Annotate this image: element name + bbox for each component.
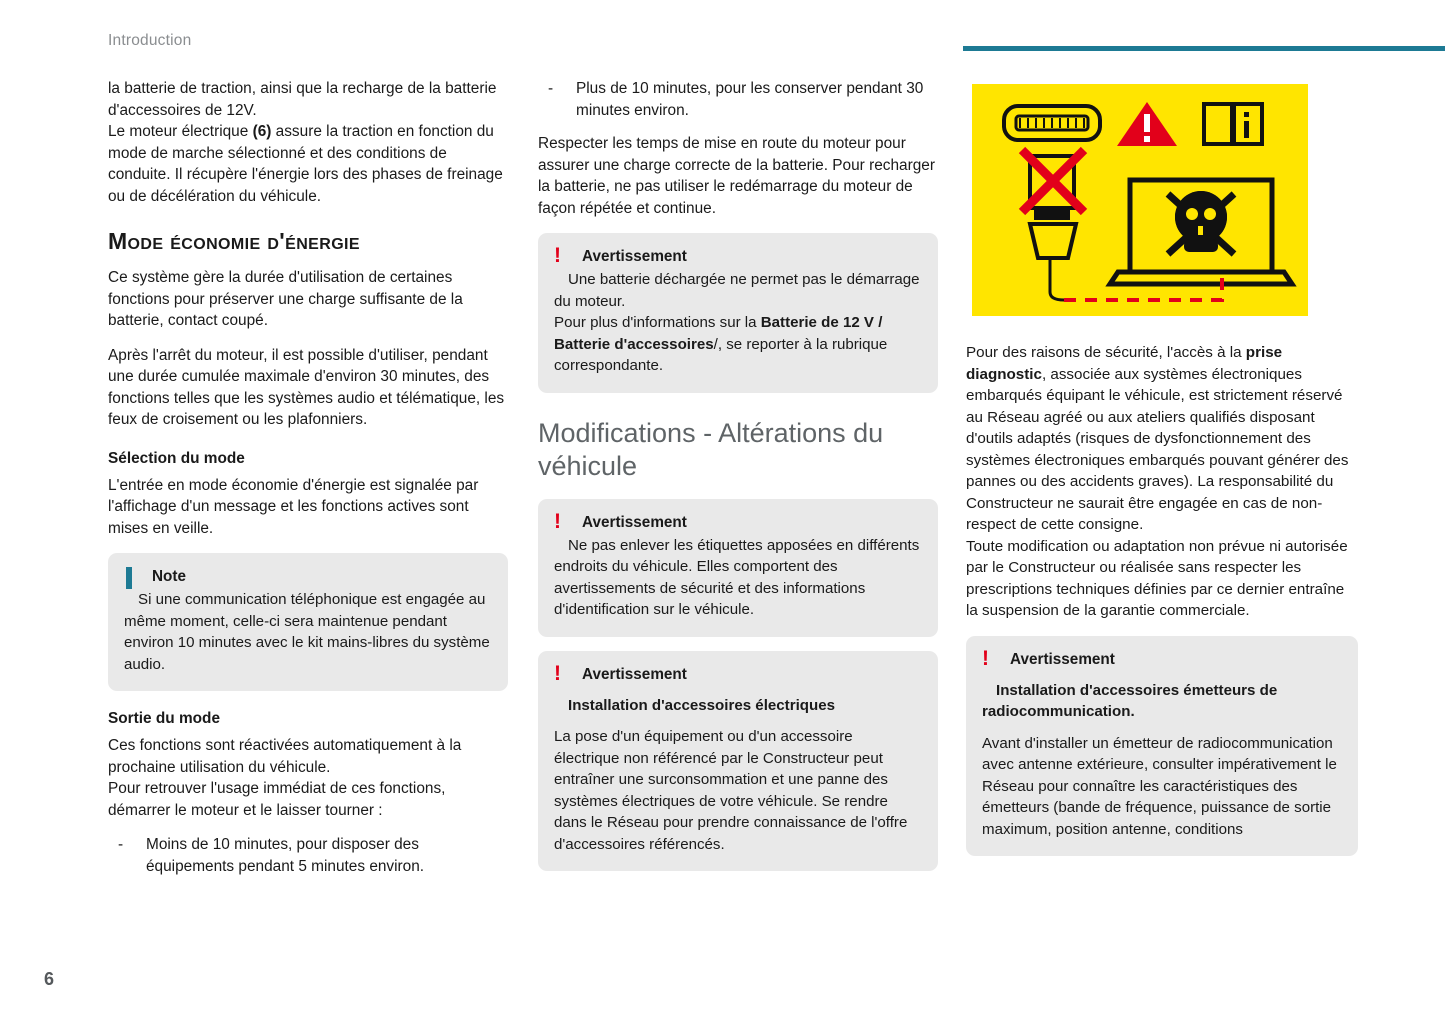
warning-box-subtitle: Installation d'accessoires électriques <box>568 696 836 714</box>
warning-box-body-c: /, se reporter à la rubrique correspondante. <box>554 335 888 374</box>
paragraph-functions-reactivated: Ces fonctions sont réactivées automatiquement à la prochaine utilisation du véhicule. <box>108 737 462 776</box>
list-item-text: Moins de 10 minutes, pour disposer des équipements pendant 5 minutes environ. <box>146 836 425 875</box>
header-section-title: Introduction <box>108 32 192 49</box>
paragraph-diagnostic-bold: prise diagnostic <box>966 344 1283 383</box>
diagnostic-socket-warning-illustration <box>966 78 1358 328</box>
warning-box-title: Avertissement <box>582 665 687 683</box>
paragraph-immediate-use: Pour retrouver l'usage immédiat de ces fonctions, démarrer le moteur et le laisser tourner : <box>108 780 446 819</box>
paragraph-electric-motor <box>108 121 508 207</box>
column-middle <box>538 78 938 885</box>
list-dash: - <box>118 836 124 853</box>
diagnostic-socket-text <box>966 342 1358 622</box>
paragraph-energy-system: Ce système gère la durée d'utilisation de certaines fonctions pour préserver une charge suffisante de la batterie, contact coupé. <box>108 269 463 329</box>
warning-box-body: La pose d'un équipement ou d'un accessoire électrique non référencé par le Constructeur peut entraîner une surconsommation et une panne des systèmes électriques de votre véhicule. Se rendre dans le Réseau pour prendre connaissance de l'offre d'accessoires référencés. <box>554 728 908 853</box>
paragraph-traction-battery: la batterie de traction, ainsi que la recharge de la batterie d'accessoires de 12V. <box>108 80 497 119</box>
warning-box-body-bold: Batterie de 12 V / Batterie d'accessoires <box>554 314 883 353</box>
paragraph-engine-runtime: Respecter les temps de mise en route du moteur pour assurer une charge correcte de la batterie. Pour recharger la batterie, ne pas utiliser le redémarrage du moteur de façon répétée et continue. <box>538 135 935 217</box>
warning-box-body-a: Pour plus d'informations sur la <box>554 314 761 331</box>
crossed-out-red-x-icon <box>1022 150 1084 300</box>
laptop-skull-crossbones-icon <box>1110 180 1292 284</box>
section-title-energy-saving: Mode économie d'énergie <box>108 228 360 254</box>
warning-icon: ! <box>982 646 989 670</box>
paragraph-warranty-suspension: Toute modification ou adaptation non prévue ni autorisée par le Constructeur ou réalisée sans respecter les prescriptions techniques définies par ce dernier entraîne la suspension de la garantie commerciale. <box>966 537 1348 619</box>
warning-icon: ! <box>554 661 561 685</box>
paragraph-diagnostic-a: Pour des raisons de sécurité, l'accès à la <box>966 344 1246 361</box>
paragraph-mode-entry: L'entrée en mode économie d'énergie est signalée par l'affichage d'un message et les fonctions actives sont mises en veille. <box>108 476 479 537</box>
warning-box-body-line2 <box>554 312 922 377</box>
warning-box-discharged-battery <box>538 233 938 393</box>
note-box-title: Note <box>152 568 186 585</box>
paragraph-diagnostic-access <box>966 342 1358 536</box>
paragraph-electric-motor-ref: (6) <box>252 123 272 140</box>
open-book-info-icon <box>1204 104 1262 144</box>
warning-box-labels <box>538 499 938 637</box>
info-icon <box>126 567 132 589</box>
section-title-modifications: Modifications - Altérations du véhicule <box>538 417 884 481</box>
subtitle-mode-exit: Sortie du mode <box>108 710 221 727</box>
illustration-yellow-panel <box>972 84 1308 316</box>
illustration-svg <box>972 84 1308 316</box>
note-box-body: Si une communication téléphonique est engagée au même moment, celle-ci sera maintenue pendant environ 10 minutes avec le kit mains-libres du système audio. <box>124 591 490 673</box>
warning-icon: ! <box>554 244 561 267</box>
warning-icon: ! <box>554 509 561 533</box>
warning-box-title: Avertissement <box>582 248 687 265</box>
list-item-less-than-10min <box>108 834 508 877</box>
list-dash: - <box>548 80 554 97</box>
warning-box-electrical-accessories <box>538 651 938 872</box>
column-right <box>966 78 1358 870</box>
skull-icon <box>1168 191 1234 254</box>
warning-box-body: Avant d'installer un émetteur de radiocommunication avec antenne extérieure, consulter impérativement le Réseau pour connaître les caractéristiques des émetteurs (bande de fréquence, puissance de sortie maximum, position antenne, conditions <box>982 734 1337 838</box>
warning-box-subtitle: Installation d'accessoires émetteurs de radiocommunication. <box>982 681 1278 720</box>
subtitle-mode-selection: Sélection du mode <box>108 449 245 467</box>
list-item-more-than-10min <box>538 78 938 121</box>
page-number: 6 <box>44 969 55 989</box>
warning-box-title: Avertissement <box>1010 650 1115 668</box>
paragraph-diagnostic-c: , associée aux systèmes électroniques embarqués équipant le véhicule, est strictement réservé au Réseau agréé ou aux ateliers qualifiés disposant d'outils adaptés (risques de dysfonctionnement des systèmes électroniques embarqués pouvant générer des pannes ou des accidents graves). La responsabilité du Constructeur ne saurait être engagée en cas de non-respect de cette consigne. <box>966 365 1349 533</box>
page-header <box>108 32 1445 58</box>
paragraph-electric-motor-a: Le moteur électrique <box>108 123 253 140</box>
warning-box-radio-transmitters <box>966 636 1358 857</box>
note-box-phone-call <box>108 553 508 691</box>
obd-connector-icon <box>1004 106 1100 140</box>
warning-box-body-line1: Une batterie déchargée ne permet pas le démarrage du moteur. <box>554 271 920 310</box>
red-warning-triangle-icon <box>1117 102 1177 146</box>
column-left <box>108 78 508 889</box>
warning-box-title: Avertissement <box>582 513 687 531</box>
header-accent-rule <box>963 46 1445 51</box>
warning-box-body: Ne pas enlever les étiquettes apposées en différents endroits du véhicule. Elles comportent des avertissements de sécurité et des informations d'identification sur le véhicule. <box>554 536 920 618</box>
list-item-text: Plus de 10 minutes, pour les conserver pendant 30 minutes environ. <box>576 80 924 119</box>
paragraph-electric-motor-c: assure la traction en fonction du mode de marche sélectionné et des conditions de conduite. Il récupère l'énergie lors des phases de freinage ou de décélération du véhicule. <box>108 123 503 205</box>
paragraph-after-stop: Après l'arrêt du moteur, il est possible d'utiliser, pendant une durée cumulée maximale d'environ 30 minutes, des fonctions telles que les systèmes audio et télématique, les feux de croisement ou les plafonniers. <box>108 346 505 428</box>
